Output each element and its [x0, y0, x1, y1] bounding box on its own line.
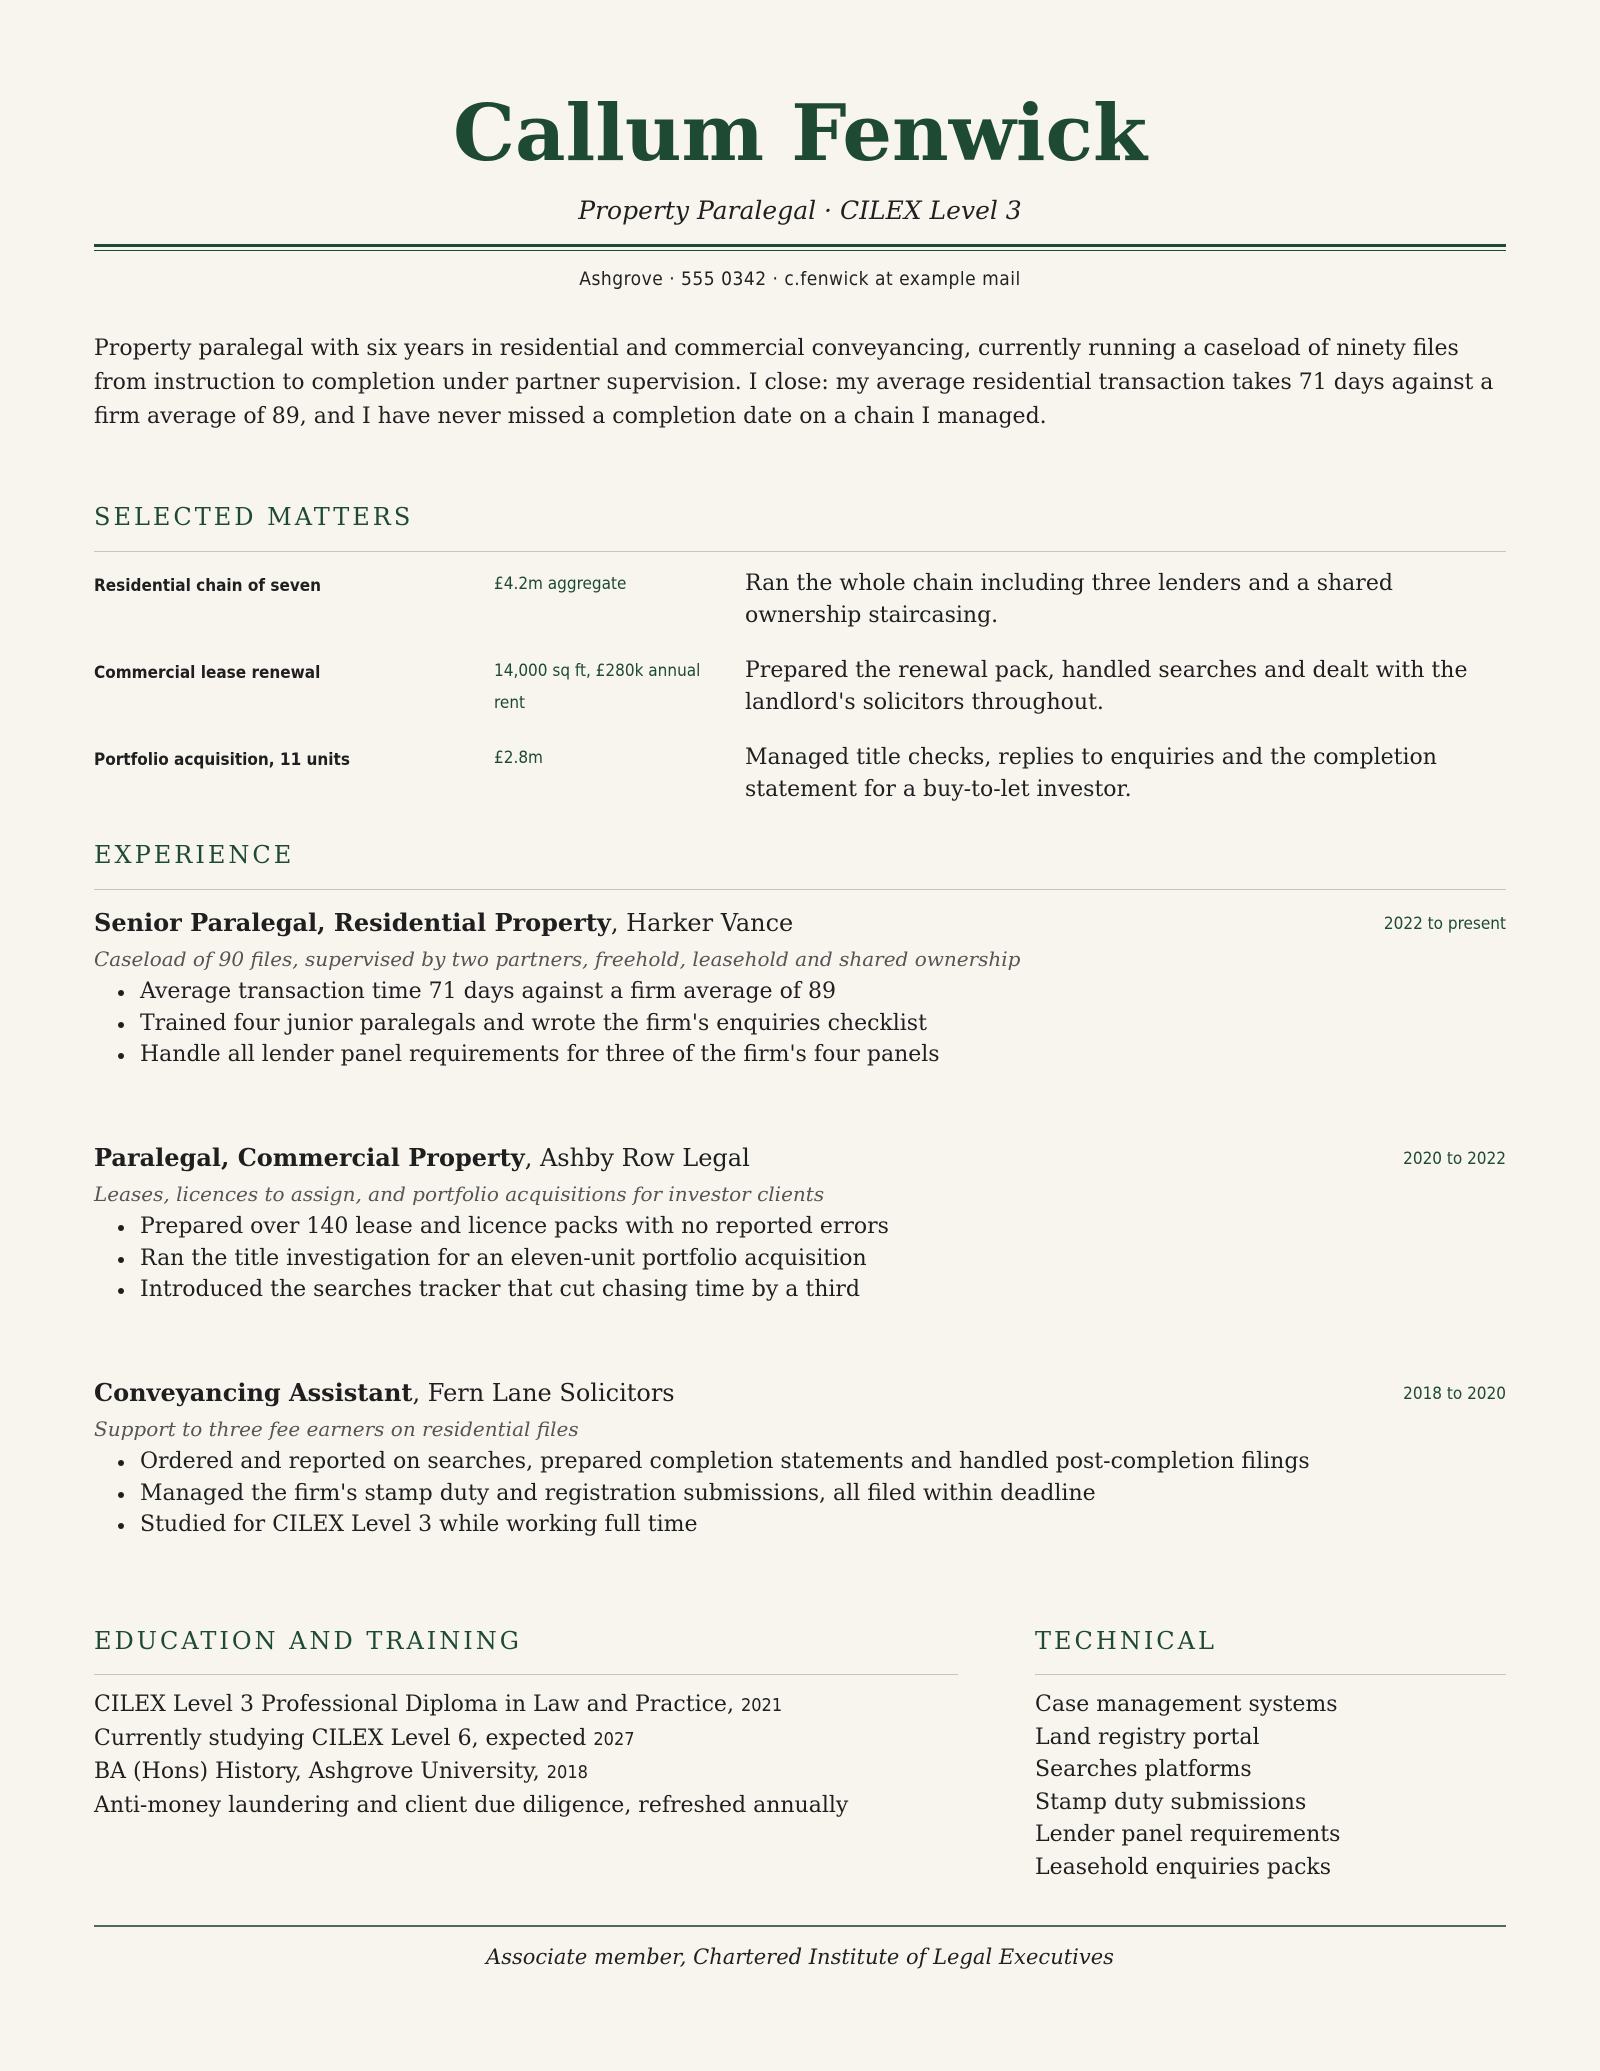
job-dates: 2018 to 2020: [1403, 1384, 1506, 1404]
matter-value: £2.8m: [494, 748, 543, 768]
section-divider: [94, 551, 1506, 552]
job-employer: , Fern Lane Solicitors: [412, 1379, 675, 1407]
education-item: Anti-money laundering and client due diligence, refreshed annually: [94, 1792, 849, 1818]
job-bullets: [94, 1211, 889, 1306]
header-divider: [94, 244, 1506, 252]
matter-value: £4.2m aggregate: [494, 574, 627, 594]
matter-description: Prepared the renewal pack, handled searches and dealt with the landlord's solicitors throughout.: [745, 658, 1468, 715]
job-summary: Caseload of 90 files, supervised by two partners, freehold, leasehold and shared ownership: [94, 947, 1021, 971]
job-bullet: Ordered and reported on searches, prepared completion statements and handled post-completion filings: [140, 1446, 1310, 1478]
section-title-technical: TECHNICAL: [1035, 1627, 1217, 1655]
job-summary: Leases, licences to assign, and portfolio acquisitions for investor clients: [94, 1182, 825, 1206]
education-item: Currently studying CILEX Level 6, expected 2027: [94, 1725, 635, 1751]
job-bullet: Average transaction time 71 days against a firm average of 89: [140, 976, 940, 1008]
candidate-name: Callum Fenwick: [452, 88, 1148, 179]
matter-name: Portfolio acquisition, 11 units: [94, 750, 350, 770]
matter-description: Ran the whole chain including three lenders and a shared ownership staircasing.: [745, 571, 1393, 628]
job-bullet: Introduced the searches tracker that cut chasing time by a third: [140, 1274, 889, 1306]
contact-line: Ashgrove · 555 0342 · c.fenwick at example mail: [579, 268, 1021, 290]
job-title: [94, 1376, 675, 1410]
section-divider: [94, 1674, 958, 1675]
job-employer: , Harker Vance: [610, 909, 794, 937]
matter-name: Residential chain of seven: [94, 576, 322, 596]
job-bullet: Studied for CILEX Level 3 while working full time: [140, 1509, 1310, 1541]
education-year: 2021: [740, 1695, 783, 1716]
job-role: Paralegal, Commercial Property: [94, 1143, 525, 1172]
education-year: 2027: [593, 1728, 635, 1750]
job-employer: , Ashby Row Legal: [524, 1144, 750, 1172]
candidate-role: Property Paralegal · CILEX Level 3: [578, 196, 1022, 225]
job-bullet: Prepared over 140 lease and licence packs with no reported errors: [140, 1211, 889, 1243]
job-bullet: Ran the title investigation for an eleven-unit portfolio acquisition: [140, 1243, 889, 1275]
section-divider: [94, 889, 1506, 890]
technical-list: [1035, 1689, 1506, 1884]
technical-item: Land registry portal: [1035, 1724, 1260, 1750]
education-item: BA (Hons) History, Ashgrove University, 2018: [94, 1759, 588, 1784]
job-role: Senior Paralegal, Residential Property: [94, 908, 611, 937]
membership-footer: Associate member, Chartered Institute of Legal Executives: [486, 1945, 1114, 1969]
matter-value: 14,000 sq ft, £280k annual rent: [494, 661, 701, 713]
section-title-education: EDUCATION AND TRAINING: [94, 1627, 522, 1655]
job-title: [94, 1141, 750, 1175]
technical-item: Searches platforms: [1035, 1757, 1252, 1782]
job-bullets: [94, 1446, 1310, 1541]
profile-summary: Property paralegal with six years in residential and commercial conveyancing, currently running a caseload of ninety files from instruction to completion under partner supervision. I close: my average residential transaction takes 71 days against a firm average of 89, and I have never missed a completion date on a chain I managed.: [94, 336, 1494, 429]
job-role: Conveyancing Assistant: [94, 1378, 413, 1407]
footer-divider: [94, 1925, 1506, 1927]
technical-item: Leasehold enquiries packs: [1035, 1854, 1332, 1880]
job-bullet: Trained four junior paralegals and wrote the firm's enquiries checklist: [140, 1008, 940, 1040]
job-dates: 2022 to present: [1383, 914, 1506, 934]
job-dates: 2020 to 2022: [1403, 1149, 1506, 1169]
education-list: [94, 1689, 958, 1822]
matter-name: Commercial lease renewal: [94, 663, 321, 683]
technical-item: Case management systems: [1035, 1692, 1338, 1717]
section-divider: [1035, 1674, 1506, 1675]
job-title: [94, 906, 793, 940]
technical-item: Stamp duty submissions: [1035, 1789, 1307, 1815]
education-item: CILEX Level 3 Professional Diploma in Law and Practice, 2021: [94, 1692, 783, 1717]
job-bullet: Handle all lender panel requirements for three of the firm's four panels: [140, 1039, 940, 1071]
matter-description: Managed title checks, replies to enquiries and the completion statement for a buy-to-let investor.: [745, 745, 1437, 802]
section-title-experience: EXPERIENCE: [94, 841, 295, 869]
section-title-matters: SELECTED MATTERS: [94, 503, 414, 531]
technical-item: Lender panel requirements: [1035, 1822, 1341, 1847]
job-bullets: [94, 976, 940, 1071]
job-bullet: Managed the firm's stamp duty and registration submissions, all filed within deadline: [140, 1478, 1310, 1510]
job-summary: Support to three fee earners on residential files: [94, 1417, 579, 1441]
education-year: 2018: [546, 1762, 588, 1783]
